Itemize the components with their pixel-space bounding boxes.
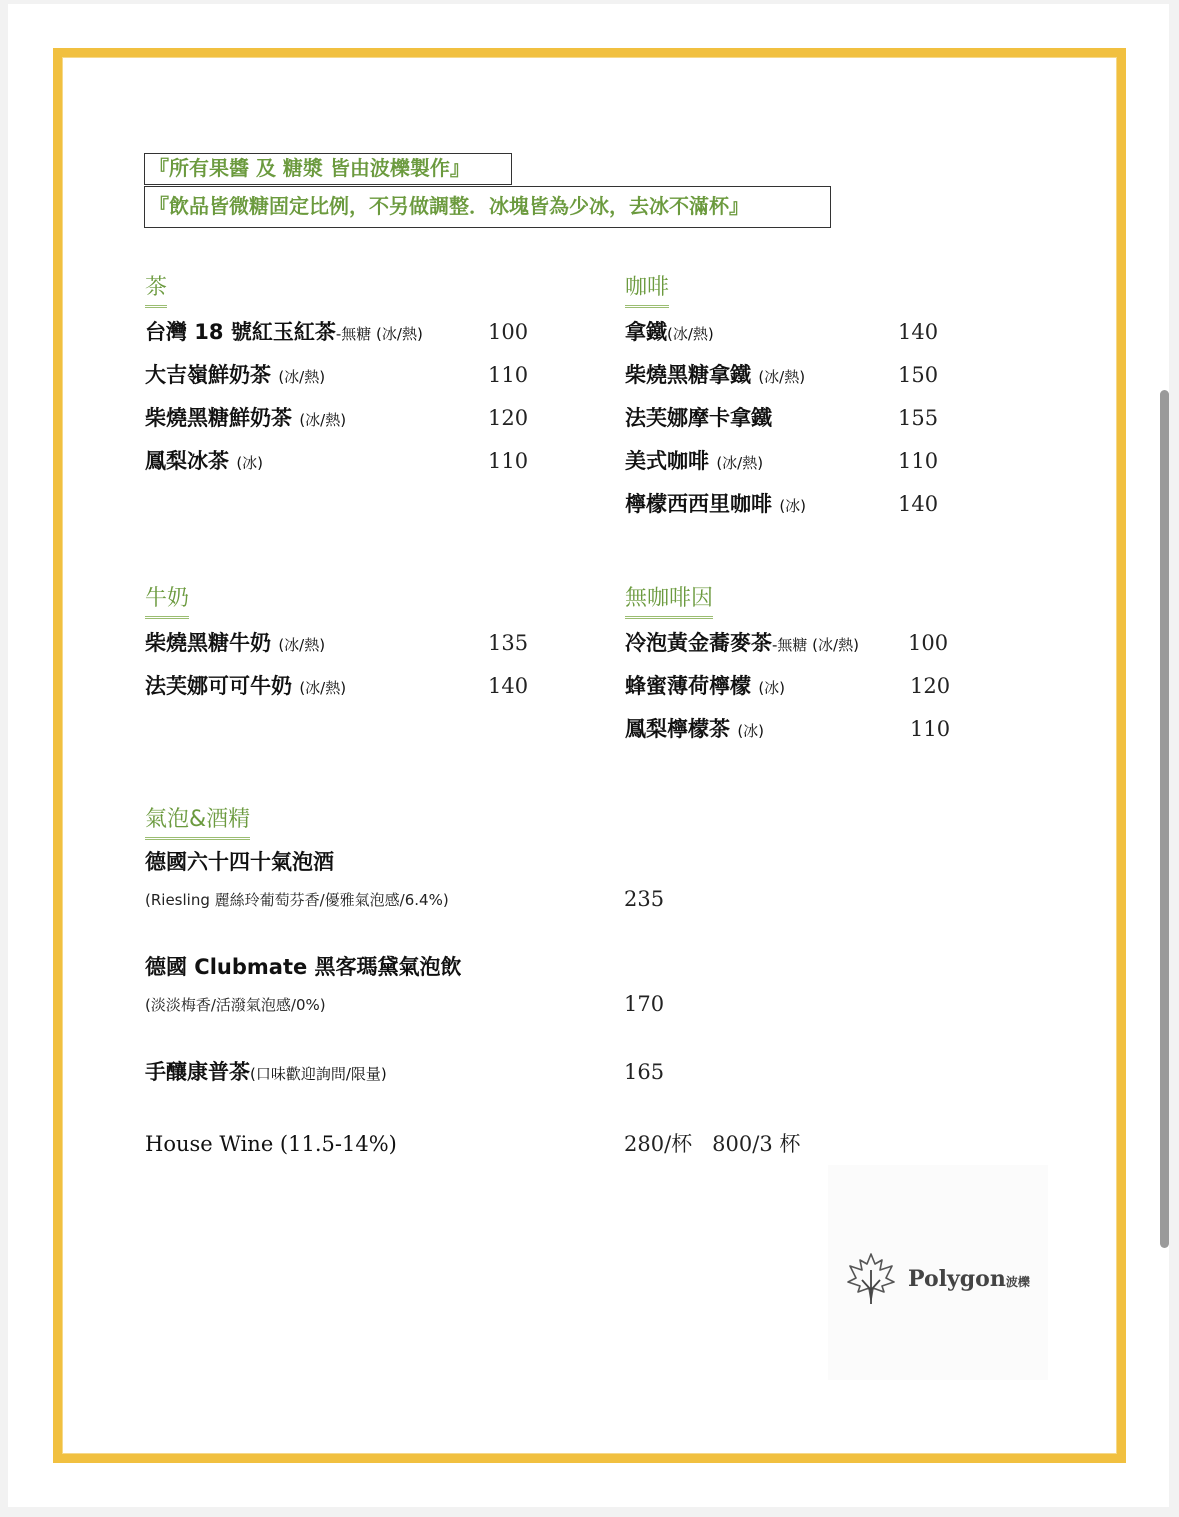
menu-item: 大吉嶺鮮奶茶 (冰/熱): [145, 363, 326, 387]
menu-item: 鳳梨檸檬茶 (冰): [625, 717, 765, 741]
logo-text: Polygon波櫟: [908, 1266, 1030, 1292]
price: 170: [624, 992, 665, 1016]
item-description: (Riesling 麗絲玲葡萄芬香/優雅氣泡感/6.4%): [145, 891, 449, 909]
menu-item: 法芙娜可可牛奶 (冰/熱): [145, 674, 347, 698]
price: 235: [624, 887, 665, 911]
menu-item: 台灣 18 號紅玉紅茶-無糖 (冰/熱): [145, 320, 423, 344]
menu-item: 美式咖啡 (冰/熱): [625, 449, 764, 473]
price: 135: [488, 631, 529, 655]
note-jam-syrup: 『所有果醬 及 糖漿 皆由波櫟製作』: [144, 153, 512, 185]
price: 110: [898, 449, 939, 473]
menu-item: 德國六十四十氣泡酒: [145, 850, 334, 874]
menu-item: 檸檬西西里咖啡 (冰): [625, 492, 807, 516]
section-title-milk: 牛奶: [145, 584, 189, 619]
price: 155: [898, 406, 939, 430]
menu-item: 柴燒黑糖鮮奶茶 (冰/熱): [145, 406, 347, 430]
maple-leaf-icon: [842, 1250, 900, 1306]
menu-item: 拿鐵(冰/熱): [625, 320, 714, 344]
price: 140: [898, 320, 939, 344]
price: 150: [898, 363, 939, 387]
menu-item: House Wine (11.5-14%): [145, 1132, 397, 1156]
price: 165: [624, 1060, 665, 1084]
price: 140: [898, 492, 939, 516]
price: 280/杯 800/3 杯: [624, 1132, 801, 1156]
section-title-tea: 茶: [145, 273, 167, 308]
price: 110: [488, 363, 529, 387]
section-title-decaf: 無咖啡因: [625, 584, 713, 619]
section-title-sparkling: 氣泡&酒精: [145, 805, 250, 840]
menu-item: 法芙娜摩卡拿鐵: [625, 406, 772, 430]
price: 110: [910, 717, 951, 741]
note-sugar-ice: 『飲品皆微糖固定比例，不另做調整．冰塊皆為少冰，去冰不滿杯』: [144, 186, 831, 228]
item-description: (淡淡梅香/活潑氣泡感/0%): [145, 996, 326, 1014]
price: 120: [488, 406, 529, 430]
section-title-coffee: 咖啡: [625, 273, 669, 308]
price: 100: [908, 631, 949, 655]
price: 100: [488, 320, 529, 344]
price: 120: [910, 674, 951, 698]
menu-item: 鳳梨冰茶 (冰): [145, 449, 264, 473]
menu-item: 手釀康普茶(口味歡迎詢問/限量): [145, 1060, 387, 1084]
scrollbar[interactable]: [1160, 390, 1169, 1248]
menu-item: 柴燒黑糖拿鐵 (冰/熱): [625, 363, 806, 387]
price: 140: [488, 674, 529, 698]
menu-item: 德國 Clubmate 黑客瑪黛氣泡飲: [145, 955, 462, 979]
menu-item: 柴燒黑糖牛奶 (冰/熱): [145, 631, 326, 655]
menu-item: 冷泡黃金蕎麥茶-無糖 (冰/熱): [625, 631, 859, 655]
menu-item: 蜂蜜薄荷檸檬 (冰): [625, 674, 786, 698]
price: 110: [488, 449, 529, 473]
